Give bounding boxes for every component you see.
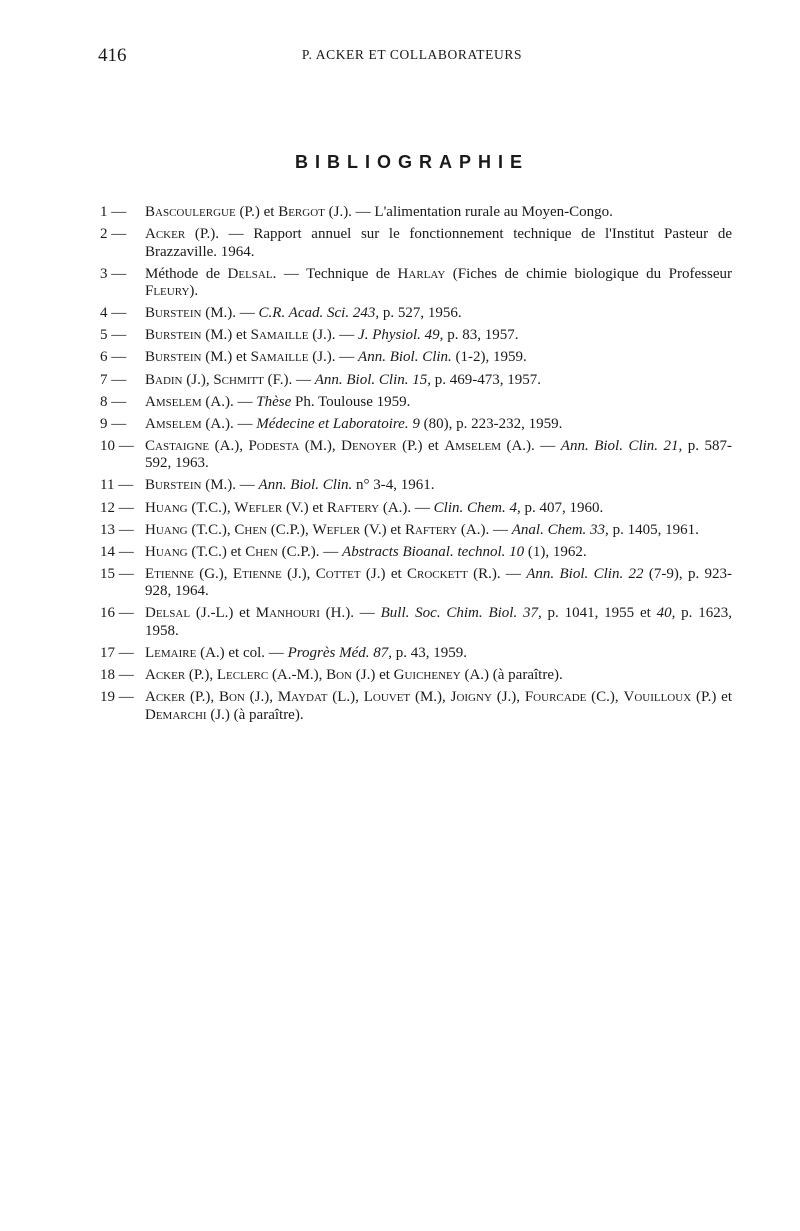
reference-fragment: (J.),	[281, 565, 316, 582]
author-name: Amselem	[145, 415, 202, 432]
author-name: Raftery	[404, 521, 458, 538]
reference-fragment: . — Technique de	[272, 265, 398, 282]
author-name: Acker	[145, 226, 186, 243]
author-name: Acker	[145, 667, 186, 684]
reference-fragment: (C.),	[586, 689, 624, 706]
reference-item	[100, 566, 732, 601]
author-name: Acker	[145, 689, 186, 706]
author-name: Etienne	[145, 565, 194, 582]
reference-item	[100, 226, 732, 261]
reference-item	[100, 372, 732, 390]
reference-text	[145, 327, 732, 345]
running-head: P. ACKER ET COLLABORATEURS	[301, 47, 523, 62]
reference-fragment: (L.),	[327, 689, 364, 706]
reference-fragment: p. 83, 1957.	[443, 327, 519, 344]
author-name: Denoyer	[341, 437, 397, 454]
reference-number: 12 —	[100, 499, 134, 516]
reference-number: 19 —	[100, 689, 134, 706]
author-name: Raftery	[326, 499, 380, 516]
reference-item	[100, 394, 732, 412]
journal-citation: C.R. Acad. Sci. 243,	[258, 305, 380, 322]
reference-fragment: (P.) et	[691, 689, 733, 706]
reference-fragment: (M.). —	[201, 305, 259, 322]
author-name: Samaille	[250, 349, 309, 366]
author-name: Bergot	[278, 204, 325, 220]
reference-number: 16 —	[100, 605, 134, 622]
reference-number: 7 —	[100, 371, 127, 388]
author-name: Amselem	[444, 437, 501, 454]
author-name: Bon	[218, 689, 245, 706]
reference-fragment: (J.). —	[308, 349, 359, 366]
author-name: Amselem	[145, 393, 202, 410]
author-name: Chen	[245, 543, 278, 560]
journal-citation: Ann. Biol. Clin. 21,	[560, 437, 683, 454]
reference-fragment: (P.),	[185, 667, 217, 684]
reference-fragment: p. 1041, 1955 et	[541, 605, 657, 622]
reference-fragment: (M.),	[299, 437, 342, 454]
author-name: Burstein	[145, 327, 202, 344]
journal-citation: Progrès Méd. 87,	[287, 645, 392, 661]
reference-fragment: p. 1623, 1958.	[145, 605, 732, 639]
reference-number: 17 —	[100, 645, 134, 661]
reference-fragment: (A.). —	[457, 521, 512, 538]
reference-fragment: (A.). —	[379, 499, 434, 516]
author-name: Delsal	[145, 605, 191, 622]
reference-text	[145, 522, 732, 540]
author-name: Fleury	[145, 283, 190, 300]
reference-item	[100, 500, 732, 518]
author-name: Bascoulergue	[145, 204, 236, 220]
reference-fragment: (J.),	[244, 689, 278, 706]
reference-fragment: p. 407, 1960.	[520, 499, 604, 516]
reference-fragment: (T.C.),	[187, 521, 235, 538]
journal-citation: 40,	[656, 605, 676, 622]
reference-fragment: (A.),	[209, 437, 249, 454]
reference-fragment: (A.). —	[500, 437, 561, 454]
author-name: Wefler	[312, 521, 361, 538]
reference-text	[145, 416, 732, 434]
reference-number: 14 —	[100, 543, 134, 560]
author-name: Burstein	[145, 349, 202, 366]
reference-fragment: p. 469-473, 1957.	[430, 371, 541, 388]
journal-citation: Thèse	[256, 393, 292, 410]
author-name: Cottet	[315, 565, 361, 582]
reference-fragment: (7-9), p. 923-928, 1964.	[145, 565, 733, 600]
reference-item	[100, 438, 732, 473]
author-name: Demarchi	[145, 706, 207, 723]
author-name: Huang	[145, 499, 188, 516]
author-name: Lemaire	[145, 645, 197, 661]
author-name: Manhouri	[255, 605, 320, 622]
reference-item	[100, 605, 732, 640]
reference-fragment: (P.). — Rapport annuel sur le fonctionnement technique de l'Institut Pasteur de Brazzaville. 1964.	[145, 226, 732, 260]
reference-number: 15 —	[100, 565, 134, 582]
reference-item	[100, 645, 732, 663]
reference-item	[100, 667, 732, 685]
bibliography-list	[100, 204, 732, 729]
reference-text	[145, 566, 732, 601]
reference-number: 11 —	[100, 477, 134, 494]
journal-citation: J. Physiol. 49,	[358, 327, 444, 344]
reference-fragment: (T.C.) et	[187, 543, 246, 560]
reference-item	[100, 204, 732, 222]
reference-fragment: (F.). —	[263, 371, 315, 388]
reference-fragment: (80), p. 223-232, 1959.	[419, 415, 563, 432]
journal-citation: Ann. Biol. Clin.	[358, 349, 452, 366]
reference-fragment: (J.). — L'alimentation rurale au Moyen-Congo.	[324, 204, 613, 220]
reference-text	[145, 500, 732, 518]
reference-number: 10 —	[100, 437, 134, 454]
reference-fragment: (A.). —	[201, 393, 257, 410]
reference-text	[145, 667, 732, 685]
reference-fragment: (V.) et	[360, 521, 405, 538]
reference-fragment: (A.). —	[201, 415, 257, 432]
reference-number: 9 —	[100, 415, 127, 432]
reference-item	[100, 522, 732, 540]
reference-fragment: p. 43, 1959.	[392, 645, 467, 661]
reference-item	[100, 689, 732, 724]
reference-text	[145, 204, 732, 222]
reference-text	[145, 349, 732, 367]
reference-number: 3 —	[100, 265, 127, 282]
reference-number: 5 —	[100, 327, 127, 344]
author-name: Leclerc	[216, 667, 269, 684]
reference-fragment: n° 3-4, 1961.	[352, 477, 435, 494]
author-name: Badin	[145, 371, 183, 388]
reference-fragment: (J.) (à paraître).	[206, 706, 304, 723]
reference-fragment: p. 1405, 1961.	[608, 521, 699, 538]
journal-citation: Bull. Soc. Chim. Biol. 37,	[380, 605, 542, 622]
reference-item	[100, 327, 732, 345]
reference-text	[145, 544, 732, 562]
author-name: Harlay	[397, 265, 446, 282]
page-number: 416	[98, 45, 127, 66]
reference-text	[145, 438, 732, 473]
author-name: Fourcade	[524, 689, 587, 706]
reference-fragment: (J.-L.) et	[190, 605, 256, 622]
reference-fragment: (J.),	[491, 689, 525, 706]
reference-fragment: (M.) et	[201, 349, 251, 366]
reference-fragment: (J.) et	[352, 667, 394, 684]
author-name: Samaille	[250, 327, 309, 344]
reference-fragment: (M.),	[410, 689, 451, 706]
reference-fragment: (A.) (à paraître).	[460, 667, 563, 684]
author-name: Chen	[234, 521, 268, 538]
reference-text	[145, 605, 732, 640]
reference-fragment: (R.). —	[467, 565, 527, 582]
reference-fragment: (G.),	[193, 565, 233, 582]
reference-fragment: (P.),	[185, 689, 219, 706]
reference-fragment: Ph. Toulouse 1959.	[291, 393, 411, 410]
reference-number: 8 —	[100, 393, 127, 410]
author-name: Crockett	[407, 565, 468, 582]
author-name: Burstein	[145, 477, 202, 494]
reference-text	[145, 266, 732, 301]
section-title: BIBLIOGRAPHIE	[294, 152, 529, 172]
reference-item	[100, 349, 732, 367]
reference-item	[100, 305, 732, 323]
reference-item	[100, 266, 732, 301]
reference-fragment: (P.) et	[235, 204, 279, 220]
reference-fragment: (A.-M.),	[268, 667, 327, 684]
reference-fragment: (C.P.). —	[277, 543, 343, 560]
journal-citation: Clin. Chem. 4,	[433, 499, 521, 516]
author-name: Huang	[145, 543, 188, 560]
reference-fragment: (J.). —	[308, 327, 359, 344]
reference-fragment: (J.),	[182, 371, 214, 388]
reference-fragment: (1-2), 1959.	[451, 349, 527, 366]
author-name: Castaigne	[145, 437, 210, 454]
reference-number: 13 —	[100, 521, 134, 538]
reference-fragment: (V.) et	[282, 499, 327, 516]
author-name: Joigny	[450, 689, 492, 706]
reference-number: 2 —	[100, 226, 127, 243]
journal-citation: Ann. Biol. Clin. 15,	[314, 371, 431, 388]
reference-fragment: (A.) et col. —	[196, 645, 288, 661]
reference-fragment: (1), 1962.	[524, 543, 587, 560]
author-name: Etienne	[232, 565, 282, 582]
reference-number: 1 —	[100, 204, 127, 220]
author-name: Maydat	[277, 689, 328, 706]
reference-fragment: (M.) et	[201, 327, 251, 344]
author-name: Burstein	[145, 305, 202, 322]
author-name: Vouilloux	[623, 689, 692, 706]
author-name: Delsal	[227, 265, 273, 282]
reference-fragment: (P.) et	[396, 437, 445, 454]
author-name: Bon	[326, 667, 352, 684]
reference-number: 18 —	[100, 667, 134, 684]
reference-item	[100, 416, 732, 434]
reference-text	[145, 689, 732, 724]
author-name: Huang	[145, 521, 188, 538]
journal-citation: Anal. Chem. 33,	[511, 521, 609, 538]
author-name: Wefler	[234, 499, 283, 516]
reference-number: 4 —	[100, 305, 127, 322]
author-name: Louvet	[363, 689, 411, 706]
reference-text	[145, 477, 732, 495]
reference-item	[100, 544, 732, 562]
reference-fragment: (H.). —	[319, 605, 381, 622]
reference-text	[145, 305, 732, 323]
journal-citation: Ann. Biol. Clin. 22	[526, 565, 644, 582]
reference-text	[145, 394, 732, 412]
reference-item	[100, 477, 732, 495]
journal-citation: Abstracts Bioanal. technol. 10	[342, 543, 525, 560]
author-name: Schmitt	[213, 371, 264, 388]
reference-fragment: ).	[189, 283, 199, 300]
author-name: Podesta	[248, 437, 300, 454]
reference-fragment: (C.P.),	[267, 521, 313, 538]
reference-fragment: (M.). —	[201, 477, 259, 494]
author-name: Guicheney	[393, 667, 461, 684]
reference-number: 6 —	[100, 349, 127, 366]
reference-fragment: p. 527, 1956.	[379, 305, 462, 322]
reference-fragment: Méthode de	[145, 265, 228, 282]
reference-fragment: (T.C.),	[187, 499, 235, 516]
reference-fragment: (J.) et	[360, 565, 408, 582]
reference-text	[145, 372, 732, 390]
reference-text	[145, 226, 732, 261]
reference-text	[145, 645, 732, 663]
reference-fragment: p. 587-592, 1963.	[145, 437, 733, 472]
reference-fragment: (Fiches de chimie biologique du Professeur	[445, 265, 732, 282]
journal-citation: Ann. Biol. Clin.	[258, 477, 353, 494]
journal-citation: Médecine et Laboratoire. 9	[256, 415, 420, 432]
